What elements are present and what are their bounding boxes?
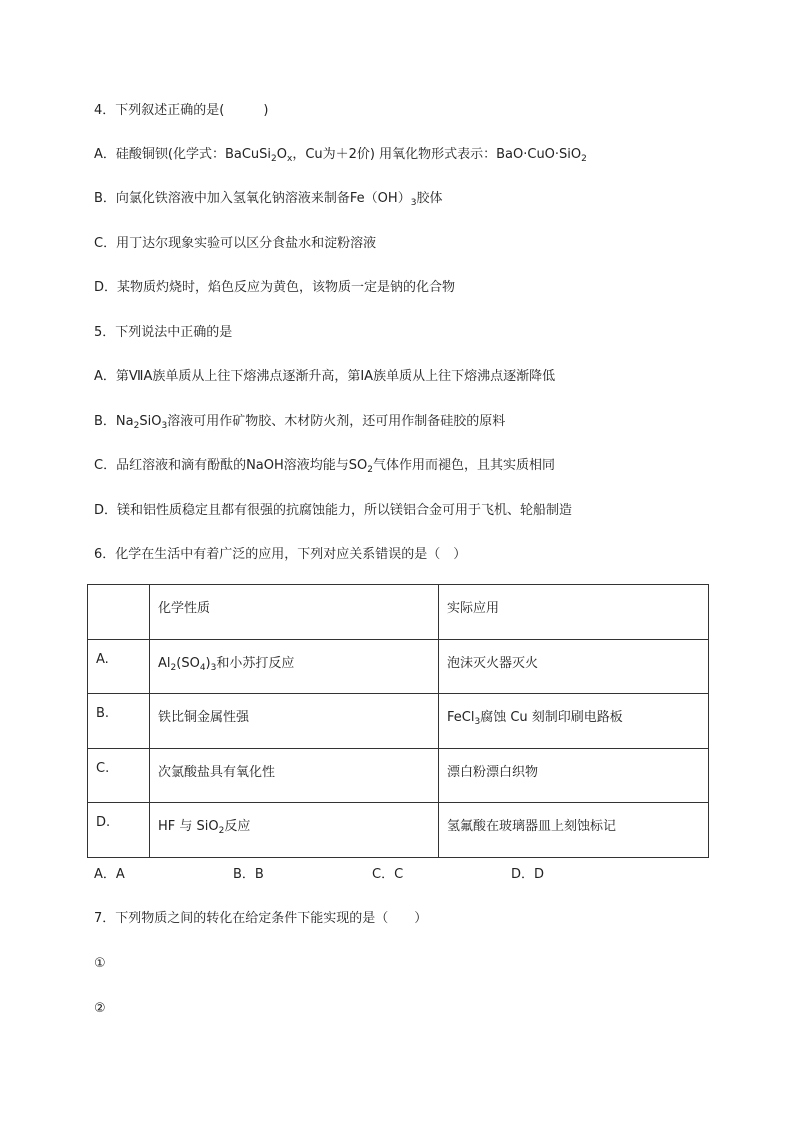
header-property: 化学性质: [150, 585, 439, 640]
row-property: 铁比铜金属性强: [150, 694, 439, 749]
q7-stem: 7．下列物质之间的转化在给定条件下能实现的是（ ）: [94, 911, 428, 926]
row-application: 漂白粉漂白织物: [439, 748, 709, 803]
q4-option-d: D．某物质灼烧时，焰色反应为黄色，该物质一定是钠的化合物: [94, 280, 456, 295]
row-property: 次氯酸盐具有氧化性: [150, 748, 439, 803]
q5-option-a: A．第ⅦA族单质从上往下熔沸点逐渐升高，第ⅠA族单质从上往下熔沸点逐渐降低: [94, 369, 556, 384]
row-label: B.: [88, 694, 150, 749]
q6-choice-b: B．B: [233, 867, 264, 882]
table-header-row: [88, 585, 709, 640]
row-application: 氢氟酸在玻璃器皿上刻蚀标记: [439, 803, 709, 858]
header-application: 实际应用: [439, 585, 709, 640]
q6-stem: 6．化学在生活中有着广泛的应用，下列对应关系错误的是（ ）: [94, 547, 467, 562]
q4-option-c: C．用丁达尔现象实验可以区分食盐水和淀粉溶液: [94, 236, 377, 251]
q7-item-2: ②: [94, 1001, 106, 1016]
q5-option-c: C．品红溶液和滴有酚酞的NaOH溶液均能与$SO_2$气体作用而褪色，且其实质相同: [94, 458, 556, 475]
row-label: C.: [88, 748, 150, 803]
q4-stem: 4．下列叙述正确的是( ): [94, 103, 269, 118]
q4-option-a: A．硅酸铜钡(化学式：$BaCuSi_2O_x$，Cu为＋2价) 用氧化物形式表示：BaO·CuO·SiO$_2$: [94, 147, 587, 164]
row-application: 泡沫灭火器灭火: [439, 639, 709, 694]
table-row: [88, 803, 709, 858]
row-label: A.: [88, 639, 150, 694]
row-application: FeCl$_3$腐蚀 Cu 刻制印刷电路板: [439, 694, 709, 749]
row-label: D.: [88, 803, 150, 858]
q7-item-1: ①: [94, 956, 106, 971]
table-row: [88, 639, 709, 694]
row-property: $Al_2(SO_4)_3$和小苏打反应: [150, 639, 439, 694]
q6-table: [87, 584, 709, 858]
q5-option-b: B．$Na_2SiO_3$溶液可用作矿物胶、木材防火剂，还可用作制备硅胶的原料: [94, 414, 506, 431]
q6-choices: [94, 866, 544, 884]
q4-option-b: B．向氯化铁溶液中加入氢氧化钠溶液来制备$Fe(OH)_3$胶体: [94, 191, 443, 208]
table-row: [88, 748, 709, 803]
q6-choice-d: D．D: [511, 867, 545, 882]
table-row: [88, 694, 709, 749]
q6-choice-a: A．A: [94, 867, 125, 882]
q5-option-d: D．镁和铝性质稳定且都有很强的抗腐蚀能力，所以镁铝合金可用于飞机、轮船制造: [94, 503, 573, 518]
header-label-cell: [88, 585, 150, 640]
row-property: HF 与 SiO$_2$反应: [150, 803, 439, 858]
q6-choice-c: C．C: [372, 867, 404, 882]
q5-stem: 5．下列说法中正确的是: [94, 325, 233, 340]
